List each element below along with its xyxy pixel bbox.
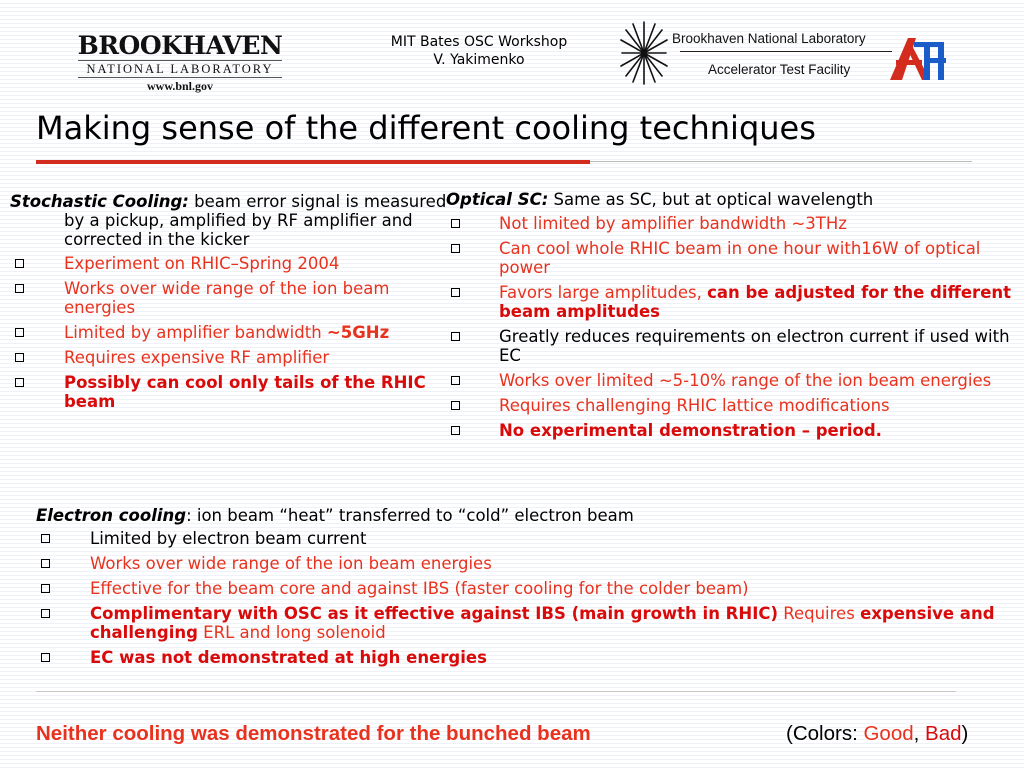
bnl-logo-url: www.bnl.gov [146, 79, 214, 93]
optical-sc-section [446, 190, 1012, 446]
list-item: Limited by electron beam current [36, 529, 996, 548]
optical-sc-description: Same as SC, but at optical wavelength [548, 190, 874, 209]
legend-good: Good [863, 722, 914, 745]
list-item: Requires challenging RHIC lattice modifications [446, 396, 1012, 415]
starburst-icon [616, 18, 672, 88]
list-item: Requires expensive RF amplifier [10, 348, 450, 367]
electron-cooling-description: : ion beam “heat” transferred to “cold” electron beam [186, 506, 634, 525]
color-legend: (Colors: Good, Bad) [786, 722, 969, 745]
checkbox-bullet-icon [15, 284, 24, 293]
optical-sc-heading: Optical SC: [446, 190, 549, 209]
bnl-logo-name: BROOKHAVEN [77, 31, 283, 60]
checkbox-bullet-icon [15, 259, 24, 268]
title-underline-accent [36, 160, 590, 164]
stochastic-cooling-intro [10, 192, 450, 249]
bnl-logo [74, 32, 286, 94]
electron-cooling-section [36, 506, 996, 673]
checkbox-bullet-icon [15, 378, 24, 387]
stochastic-cooling-heading: Stochastic Cooling: [10, 192, 189, 211]
checkbox-bullet-icon [41, 653, 50, 662]
checkbox-bullet-icon [451, 244, 460, 253]
workshop-name: MIT Bates OSC Workshop [390, 34, 568, 50]
electron-cooling-intro [36, 506, 996, 525]
stochastic-cooling-section [10, 192, 450, 417]
stochastic-cooling-description: beam error signal is measured by a pickup, amplified by RF amplifier and corrected in the kicker [64, 192, 447, 249]
checkbox-bullet-icon [451, 426, 460, 435]
atf-facility-name: Accelerator Test Facility [708, 62, 851, 77]
list-item: Can cool whole RHIC beam in one hour with16W of optical power [446, 239, 1012, 277]
list-item: No experimental demonstration – period. [446, 421, 1012, 440]
list-item: Works over wide range of the ion beam energies [10, 279, 450, 317]
bnl-logo-subtitle: NATIONAL LABORATORY [78, 60, 282, 78]
list-item: Experiment on RHIC–Spring 2004 [10, 254, 450, 273]
legend-bad: Bad [925, 722, 962, 745]
workshop-info [350, 33, 608, 69]
list-item: Possibly can cool only tails of the RHIC beam [10, 373, 450, 411]
atf-logo-icon [886, 30, 954, 84]
electron-cooling-heading: Electron cooling [36, 506, 187, 525]
list-item: Works over wide range of the ion beam energies [36, 554, 996, 573]
optical-sc-intro [446, 190, 1012, 209]
checkbox-bullet-icon [451, 332, 460, 341]
conclusion-text: Neither cooling was demonstrated for the bunched beam [36, 722, 591, 745]
footer-divider [36, 691, 956, 692]
slide-title: Making sense of the different cooling techniques [36, 109, 816, 147]
list-item: Favors large amplitudes, can be adjusted for the different beam amplitudes [446, 283, 1012, 321]
electron-cooling-list [36, 529, 996, 667]
checkbox-bullet-icon [451, 288, 460, 297]
checkbox-bullet-icon [451, 376, 460, 385]
list-item: Not limited by amplifier bandwidth ~3THz [446, 214, 1012, 233]
checkbox-bullet-icon [41, 559, 50, 568]
atf-divider [680, 51, 892, 52]
optical-sc-list [446, 214, 1012, 440]
checkbox-bullet-icon [15, 328, 24, 337]
list-item: Effective for the beam core and against IBS (faster cooling for the colder beam) [36, 579, 996, 598]
stochastic-cooling-list [10, 254, 450, 411]
list-item: Complimentary with OSC as it effective against IBS (main growth in RHIC) Requires expensive and challenging ERL and long solenoid [36, 604, 996, 642]
list-item: Limited by amplifier bandwidth ~5GHz [10, 323, 450, 342]
checkbox-bullet-icon [15, 353, 24, 362]
list-item: Works over limited ~5-10% range of the ion beam energies [446, 371, 1012, 390]
checkbox-bullet-icon [451, 401, 460, 410]
list-item: Greatly reduces requirements on electron current if used with EC [446, 327, 1012, 365]
list-item: EC was not demonstrated at high energies [36, 648, 996, 667]
checkbox-bullet-icon [451, 219, 460, 228]
checkbox-bullet-icon [41, 609, 50, 618]
atf-lab-name: Brookhaven National Laboratory [672, 31, 866, 46]
checkbox-bullet-icon [41, 534, 50, 543]
checkbox-bullet-icon [41, 584, 50, 593]
author-name: V. Yakimenko [433, 52, 525, 68]
